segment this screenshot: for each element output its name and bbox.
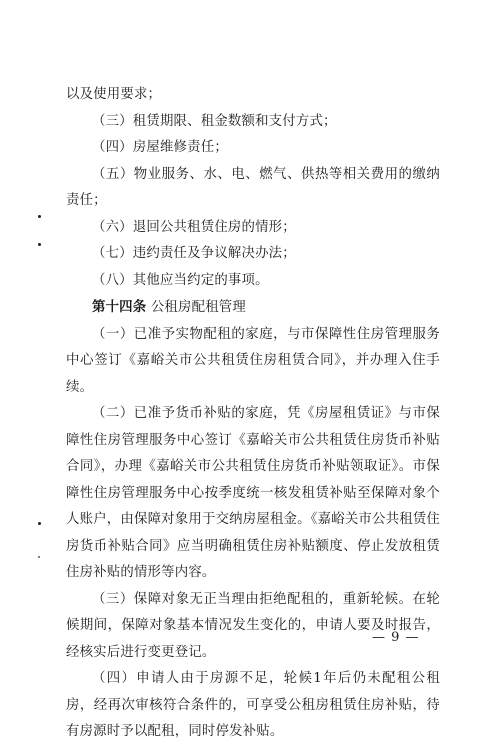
margin-mark [38,556,40,558]
list-item: （六）退回公共租赁住房的情形； [92,219,296,235]
article-title: 公租房配租管理 [150,300,246,315]
article-number: 第十四条 [92,299,147,315]
list-item: （五）物业服务、水、电、燃气、供热等相关费用的缴纳责任； [66,166,440,208]
paragraph: （一）已准予实物配租的家庭，与市保障性住房管理服务中心签订《嘉峪关市公共租赁住房租赁合同》，并办理入住手续。 [66,326,440,395]
list-item: （八）其他应当约定的事项。 [92,272,269,288]
paragraph: （四）申请人由于房源不足，轮候1年后仍未配租公租房，经再次审核符合条件的，可享受公租房租赁住房补贴，待有房源时予以配租，同时停发补贴。 [66,671,440,739]
page-number: — 9 — [372,630,420,645]
list-item: 以及使用要求； [66,87,162,102]
margin-mark [38,243,41,246]
article-heading [66,294,440,322]
list-item: （三）租赁期限、租金数额和支付方式； [92,113,337,129]
body-text [66,82,440,746]
margin-mark [38,215,41,218]
paragraph: （三）保障对象无正当理由拒绝配租的，重新轮候。在轮候期间，保障对象基本情况发生变化的，申请人要及时报告，经核实后进行变更登记。 [66,591,440,660]
list-item: （七）违约责任及争议解决办法； [92,246,296,261]
margin-mark [38,522,41,525]
paragraph: （二）已准予货币补贴的家庭，凭《房屋租赁证》与市保障性住房管理服务中心签订《嘉峪关市公共租赁住房货币补贴合同》，办理《嘉峪关市公共租赁住房货币补贴领取证》。市保障性住房管理服务中心按季度统一核发租赁补贴至保障对象个人账户，由保障对象用于交纳房屋租金。《嘉峪关市公共租赁住房货币补贴合同》应当明确租赁住房补贴额度、停止发放租赁住房补贴的情形等内容。 [66,406,440,580]
list-item: （四）房屋维修责任； [92,140,228,155]
